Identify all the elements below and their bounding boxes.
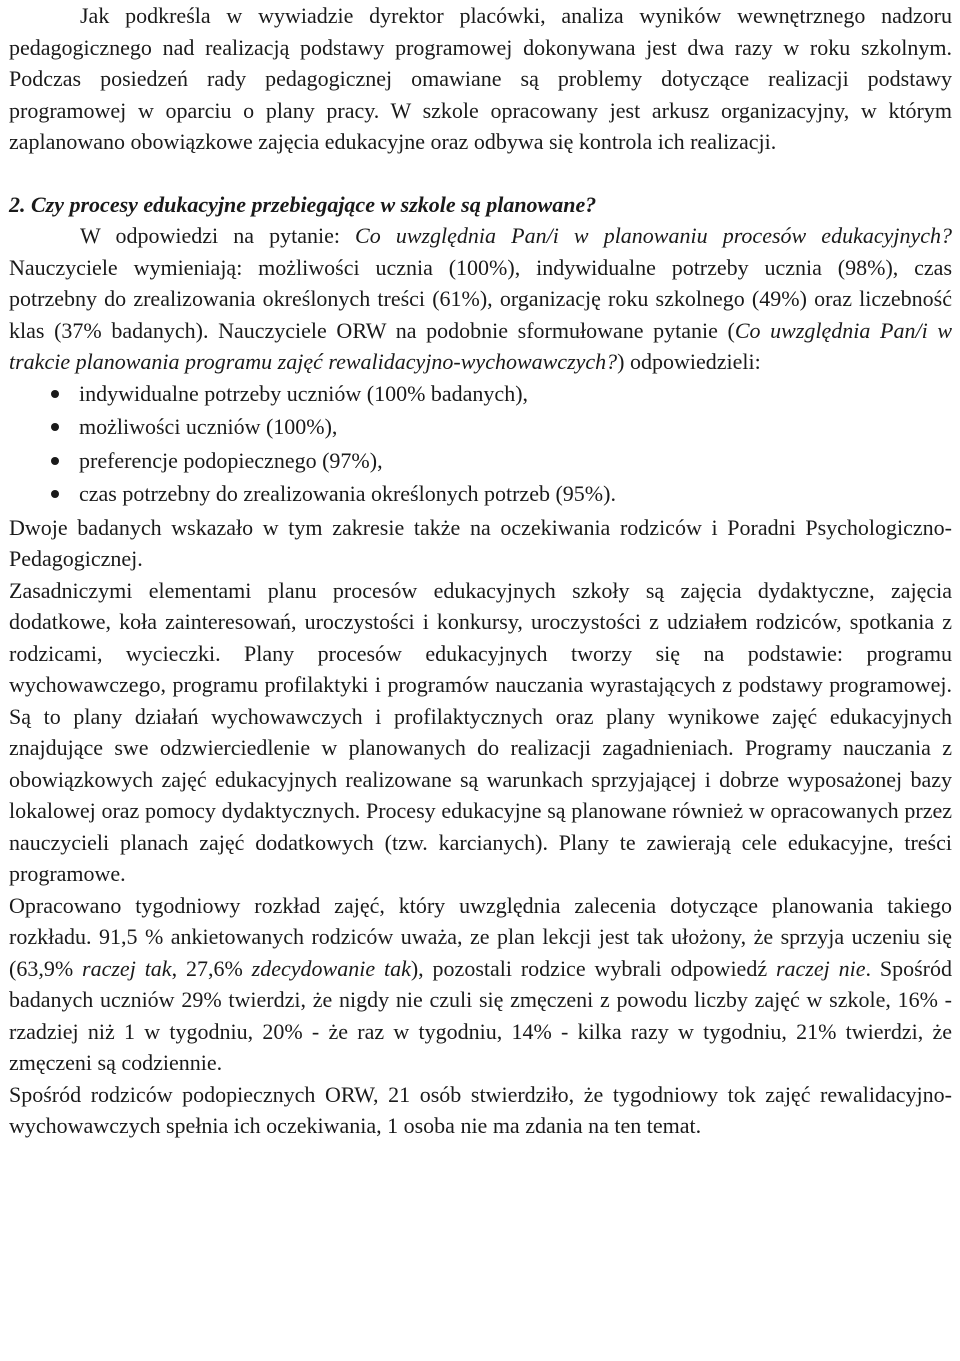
answers-body: Nauczyciele wymieniają: możliwości ucznia (100%), indywidualne potrzeby ucznia (98%), czas potrzebny do zrealizowania określonych treści (61%), organizację roku szkolnego (49%) oraz liczebność klas (37% badanych). Nauczyciele ORW na podobnie sformułowane pytanie (: [9, 254, 952, 343]
answers-tail: ) odpowiedzieli:: [617, 349, 761, 374]
bullet-icon: [51, 490, 59, 498]
bullet-icon: [51, 457, 59, 465]
bullet-icon: [51, 390, 59, 398]
list-item: [9, 445, 952, 477]
answers-lead: W odpowiedzi na pytanie:: [80, 223, 356, 248]
answers-list: [9, 378, 952, 510]
list-item-text: indywidualne potrzeby uczniów (100% badanych),: [79, 380, 529, 406]
paragraph-gap: [9, 158, 952, 189]
answers-paragraph: [9, 220, 952, 378]
bullet-icon: [51, 423, 59, 431]
section-heading: 2. Czy procesy edukacyjne przebiegające w szkole są planowane?: [9, 191, 597, 217]
answer-raczej-nie: raczej nie: [775, 955, 866, 981]
survey-question-orw: Co uwzględnia Pan/i w trakcie planowania programu zajęć rewalidacyjno-wychowawczych?: [9, 317, 952, 374]
timetable-paragraph: [9, 890, 952, 1079]
timetable-text-b: , 27,6%: [171, 955, 252, 981]
intro-paragraph: Jak podkreśla w wywiadzie dyrektor placówki, analiza wyników wewnętrznego nadzoru pedagogicznego nad realizacją podstawy programowej dokonywana jest dwa razy w roku szkolnym. Podczas posiedzeń rady pedagogicznej omawiane są problemy dotyczące realizacji podstawy programowej w oparciu o plany pracy. W szkole opracowany jest arkusz organizacyjny, w którym zaplanowano obowiązkowe zajęcia edukacyjne oraz odbywa się kontrola ich realizacji.: [9, 3, 952, 154]
list-item: [9, 378, 952, 410]
list-item: [9, 411, 952, 443]
plan-elements-paragraph: Zasadniczymi elementami planu procesów edukacyjnych szkoły są zajęcia dydaktyczne, zajęcia dodatkowe, koła zainteresowań, uroczystości i konkursy, uroczystości z udziałem rodziców, spotkania z rodzicami, wycieczki. Plany procesów edukacyjnych tworzy się na podstawie: programu wychowawczego, programu profilaktyki i programów nauczania wyrastających z podstawy programowej. Są to plany działań wychowawczych i profilaktycznych oraz plany wynikowe zajęć edukacyjnych znajdujące swe odzwierciedlenie w planowanych do realizacji zagadnieniach. Programy nauczania z obowiązkowych zajęć edukacyjnych realizowane są warunkach sprzyjającej i dobrze wyposażonej bazy lokalowej oraz pomocy dydaktycznych. Procesy edukacyjne są planowane również w opracowanych przez nauczycieli planach zajęć dodatkowych (tzw. karcianych). Plany te zawierają cele edukacyjne, treści programowe.: [9, 577, 952, 886]
timetable-text-c: ), pozostali rodzice wybrali odpowiedź: [410, 955, 776, 981]
list-item-text: możliwości uczniów (100%),: [79, 414, 338, 439]
orw-parents-paragraph: Spośród rodziców podopiecznych ORW, 21 osób stwierdziło, że tygodniowy tok zajęć rewalidacyjno-wychowawczych spełnia ich oczekiwania, 1 osoba nie ma zdania na ten temat.: [9, 1081, 952, 1138]
list-item-text: preferencje podopiecznego (97%),: [79, 447, 383, 473]
list-item-text: czas potrzebny do zrealizowania określonych potrzeb (95%).: [79, 481, 616, 506]
survey-question-teachers: Co uwzględnia Pan/i w planowaniu procesów edukacyjnych?: [355, 223, 952, 248]
answer-raczej-tak: raczej tak: [82, 955, 172, 981]
answer-zdecydowanie-tak: zdecydowanie tak: [251, 955, 411, 981]
list-item: [9, 478, 952, 510]
timetable-text-a: Opracowano tygodniowy rozkład zajęć, który uwzględnia zalecenia dotyczące planowania takiego rozkładu. 91,5 % ankietowanych rodziców uważa, ze plan lekcji jest tak ułożony, że sprzyja uczeniu się (63,9%: [9, 892, 952, 981]
parents-counseling-paragraph: Dwoje badanych wskazało w tym zakresie także na oczekiwania rodziców i Poradni Psychologiczno-Pedagogicznej.: [9, 514, 952, 571]
timetable-text-d: . Spośród badanych uczniów 29% twierdzi, że nigdy nie czuli się zmęczeni z powodu liczby zajęć w szkole, 16% - rzadziej niż 1 w tygodniu, 20% - że raz w tygodniu, 14% - kilka razy w tygodniu, 21% twierdzi, że zmęczeni są codziennie.: [9, 955, 953, 1075]
